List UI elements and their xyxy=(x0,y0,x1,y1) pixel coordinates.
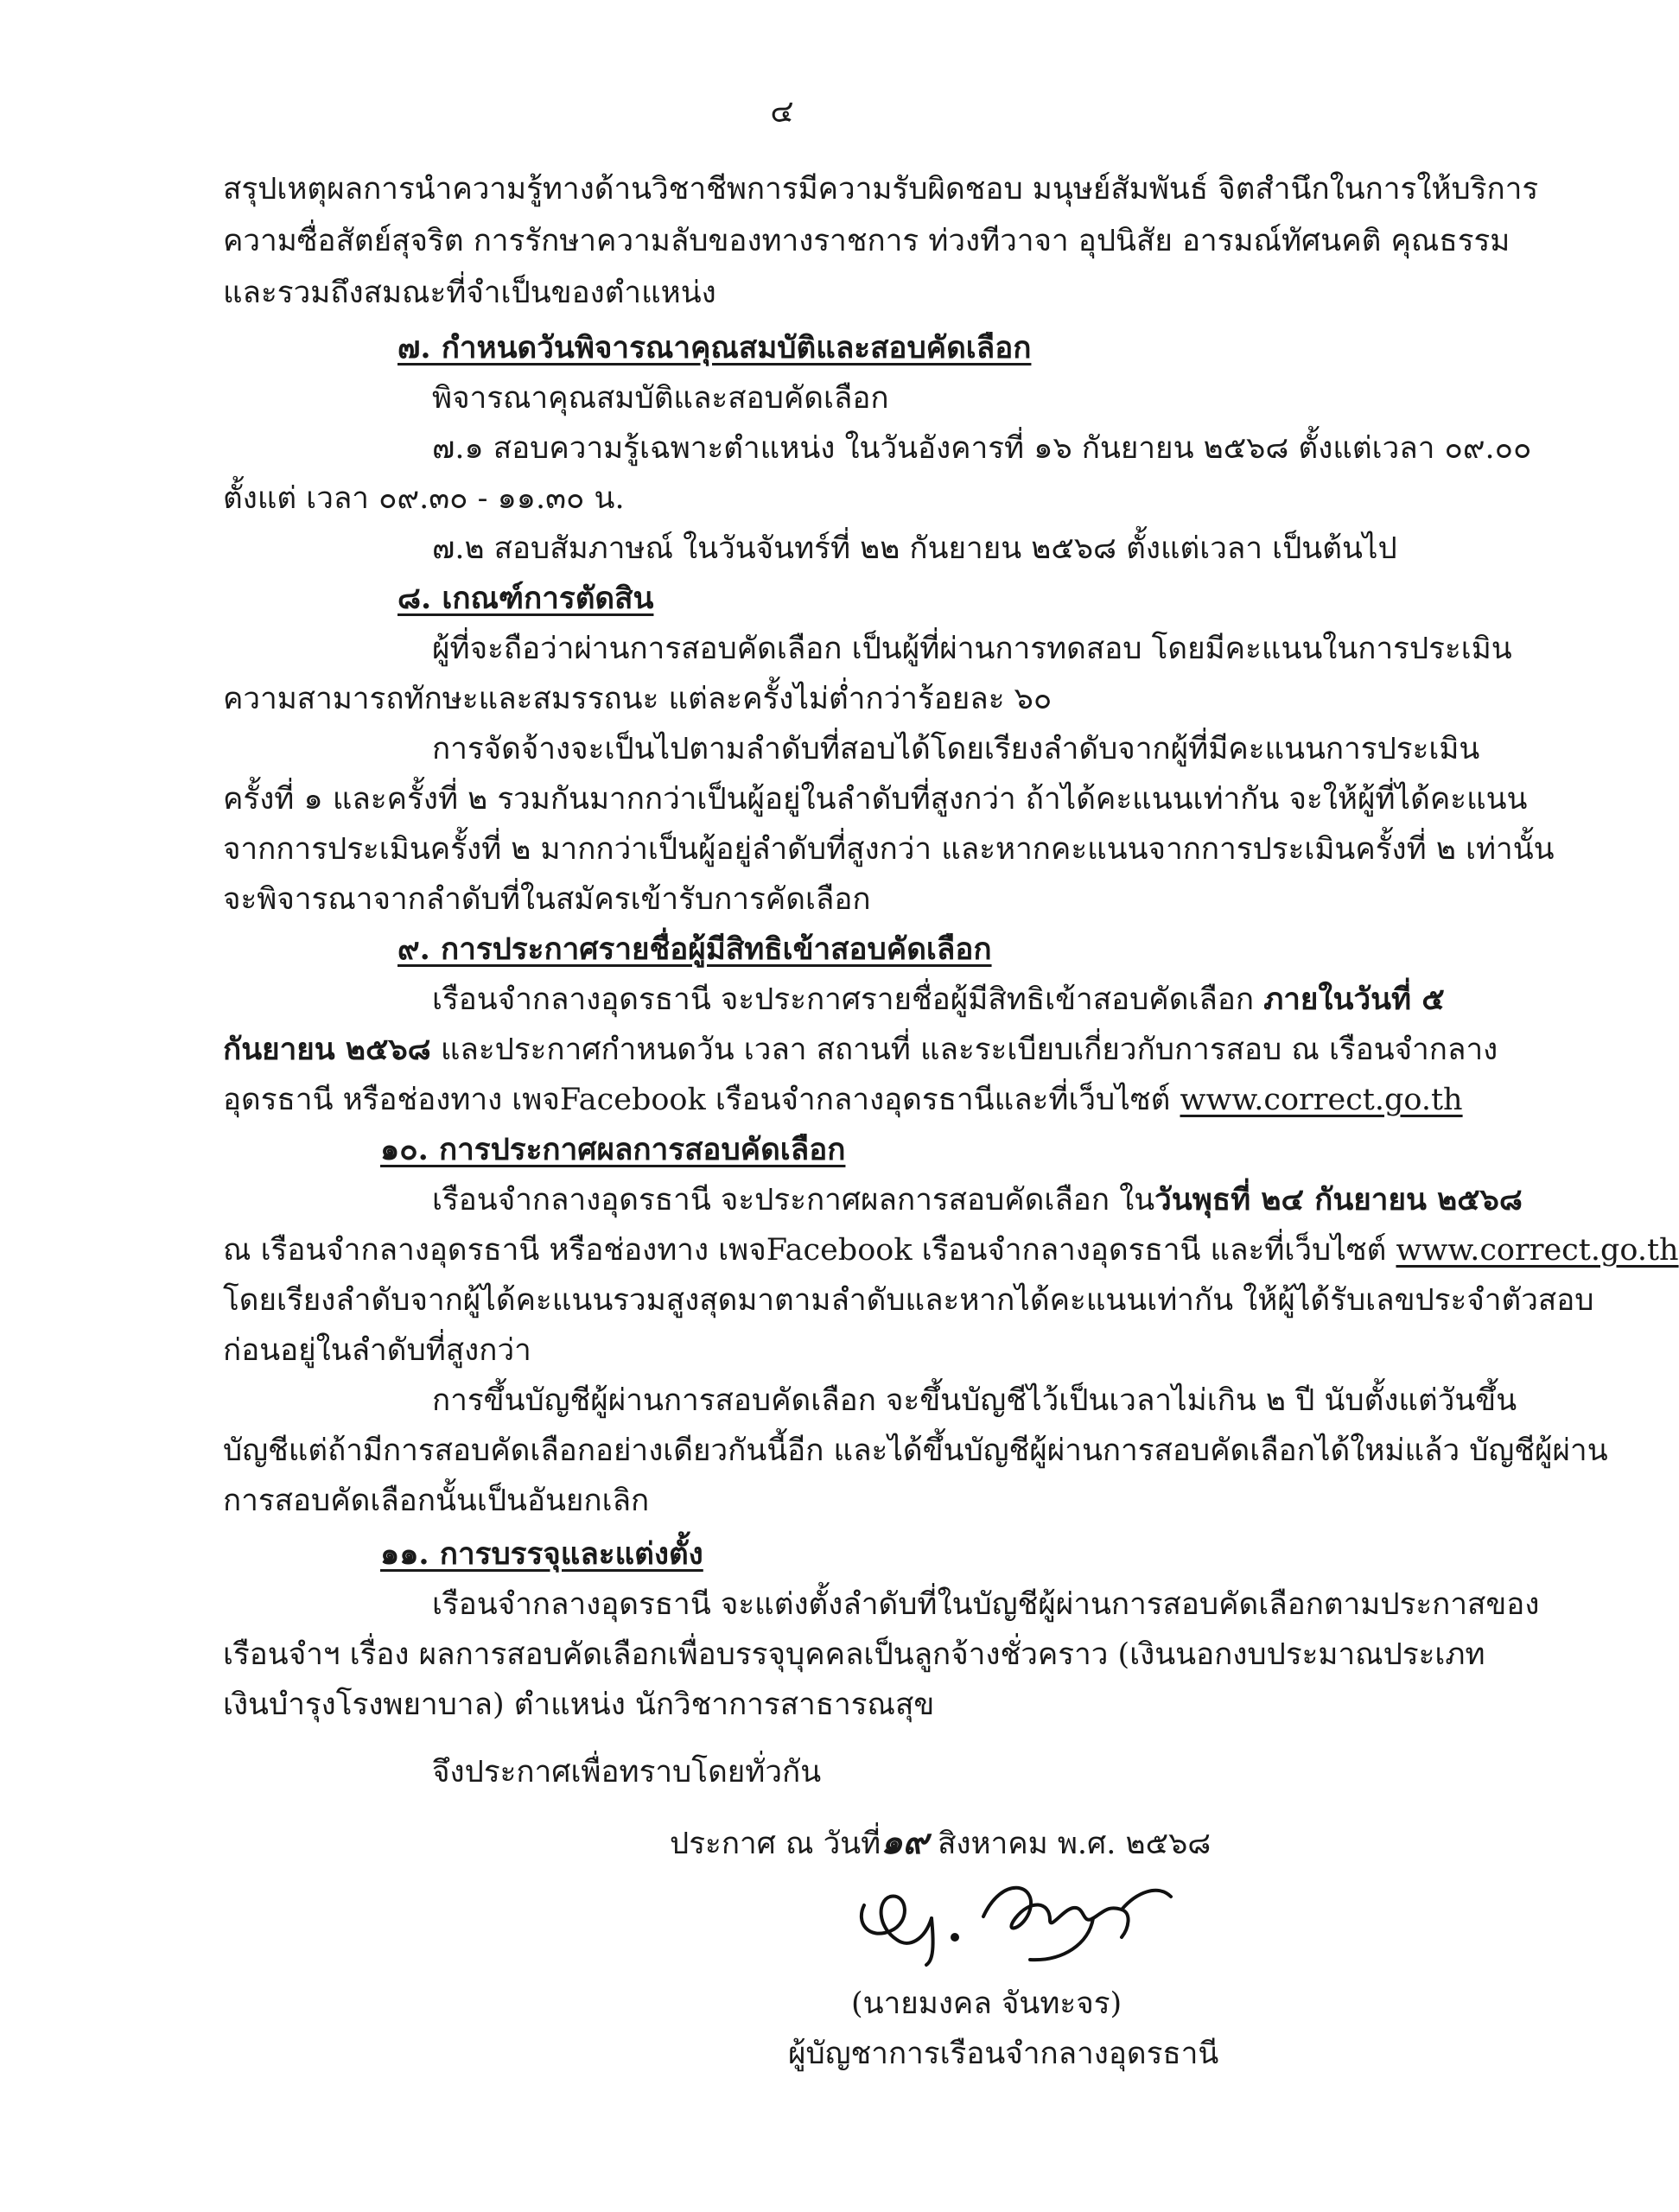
page-number: ๔ xyxy=(770,94,794,130)
section-9-deadline: ภายในวันที่ ๕ xyxy=(1263,982,1445,1017)
section-10-line-1 xyxy=(432,1182,1523,1218)
section-11-line-3: เงินบำรุงโรงพยาบาล) ตำแหน่ง นักวิชาการสาธารณสุข xyxy=(223,1688,935,1722)
section-10-line-1-text: เรือนจำกลางอุดรธานี จะประกาศผลการสอบคัดเลือก ใน xyxy=(432,1183,1155,1217)
section-7-heading: ๗. กำหนดวันพิจารณาคุณสมบัติและสอบคัดเลือก xyxy=(397,330,1032,365)
section-10-line-2 xyxy=(223,1232,1679,1268)
signatory-title: ผู้บัญชาการเรือนจำกลางอุดรธานี xyxy=(788,2037,1219,2071)
section-10-website-link[interactable]: www.correct.go.th xyxy=(1396,1233,1679,1268)
section-10-line-4: ก่อนอยู่ในลำดับที่สูงกว่า xyxy=(223,1333,531,1368)
section-9-website-link[interactable]: www.correct.go.th xyxy=(1180,1083,1463,1117)
section-11-line-1: เรือนจำกลางอุดรธานี จะแต่งตั้งลำดับที่ในบัญชีผู้ผ่านการสอบคัดเลือกตามประกาสของ xyxy=(432,1587,1540,1622)
section-11-heading: ๑๑. การบรรจุและแต่งตั้ง xyxy=(380,1536,703,1572)
section-9-deadline-month: กันยายน ๒๕๖๘ xyxy=(223,1032,431,1067)
section-9-line-2 xyxy=(223,1032,1498,1068)
section-8-p2-line-1: การจัดจ้างจะเป็นไปตามลำดับที่สอบได้โดยเรียงลำดับจากผู้ที่มีคะแนนการประเมิน xyxy=(432,732,1480,766)
section-7-line-3: ตั้งแต่ เวลา ๐๙.๓๐ - ๑๑.๓๐ น. xyxy=(223,481,625,516)
section-9-line-3-text: อุดรธานี หรือช่องทาง เพจFacebook เรือนจำกลางอุดรธานีและที่เว็บไซต์ xyxy=(223,1083,1180,1117)
signatory-name: (นายมงคล จันทะจร) xyxy=(851,1986,1123,2021)
section-7-line-1: พิจารณาคุณสมบัติและสอบคัดเลือก xyxy=(432,381,889,416)
section-8-heading: ๘. เกณฑ์การตัดสิน xyxy=(397,581,654,616)
section-9-line-2-text: และประกาศกำหนดวัน เวลา สถานที่ และระเบียบเกี่ยวกับการสอบ ณ เรือนจำกลาง xyxy=(430,1033,1498,1067)
section-9-line-3 xyxy=(223,1082,1463,1118)
closing-statement: จึงประกาศเพื่อทราบโดยทั่วกัน xyxy=(432,1755,822,1789)
date-prefix: ประกาศ ณ วันที่ xyxy=(670,1827,881,1861)
section-10-p2-line-1: การขึ้นบัญชีผู้ผ่านการสอบคัดเลือก จะขึ้นบัญชีไว้เป็นเวลาไม่เกิน ๒ ปี นับตั้งแต่วันขึ้น xyxy=(432,1383,1517,1418)
section-8-p2-line-4: จะพิจารณาจากลำดับที่ในสมัครเข้ารับการคัดเลือก xyxy=(223,882,871,917)
section-10-p2-line-2: บัญชีแต่ถ้ามีการสอบคัดเลือกอย่างเดียวกันนี้อีก และได้ขึ้นบัญชีผู้ผ่านการสอบคัดเลือกได้ใหม่แล้ว บัญชีผู้ผ่าน xyxy=(223,1433,1608,1468)
section-10-line-2-text: ณ เรือนจำกลางอุดรธานี หรือช่องทาง เพจFacebook เรือนจำกลางอุดรธานี และที่เว็บไซต์ xyxy=(223,1233,1396,1268)
section-7-line-2: ๗.๑ สอบความรู้เฉพาะตำแหน่ง ในวันอังคารที่ ๑๖ กันยายน ๒๕๖๘ ตั้งแต่เวลา ๐๙.๐๐ xyxy=(432,431,1532,466)
section-8-p2-line-3: จากการประเมินครั้งที่ ๒ มากกว่าเป็นผู้อยู่ลำดับที่สูงกว่า และหากคะแนนจากการประเมินครั้งที่ ๒ เท่านั้น xyxy=(223,832,1555,867)
section-9-heading: ๙. การประกาศรายชื่อผู้มีสิทธิเข้าสอบคัดเลือก xyxy=(397,931,992,967)
section-10-line-3: โดยเรียงลำดับจากผู้ได้คะแนนรวมสูงสุดมาตามลำดับและหากได้คะแนนเท่ากัน ให้ผู้ได้รับเลขประจำตัวสอบ xyxy=(223,1283,1594,1318)
section-11-line-2: เรือนจำฯ เรื่อง ผลการสอบคัดเลือกเพื่อบรรจุบุคคลเป็นลูกจ้างชั่วคราว (เงินนอกงบประมาณประเภท xyxy=(223,1637,1485,1672)
intro-line-3: และรวมถึงสมณะที่จำเป็นของตำแหน่ง xyxy=(223,276,716,310)
date-suffix: สิงหาคม พ.ศ. ๒๕๖๘ xyxy=(927,1827,1212,1861)
date-day: ๑๙ xyxy=(881,1821,928,1862)
section-8-p2-line-2: ครั้งที่ ๑ และครั้งที่ ๒ รวมกันมากกว่าเป็นผู้อยู่ในลำดับที่สูงกว่า ถ้าได้คะแนนเท่ากัน จะให้ผู้ที่ได้คะแนน xyxy=(223,782,1528,817)
section-10-heading: ๑๐. การประกาศผลการสอบคัดเลือก xyxy=(380,1132,846,1167)
section-8-p1-line-1: ผู้ที่จะถือว่าผ่านการสอบคัดเลือก เป็นผู้ที่ผ่านการทดสอบ โดยมีคะแนนในการประเมิน xyxy=(432,632,1512,666)
announcement-date xyxy=(670,1821,1211,1863)
intro-line-2: ความซื่อสัตย์สุจริต การรักษาความลับของทางราชการ ท่วงทีวาจา อุปนิสัย อารมณ์ทัศนคติ คุณธรรม xyxy=(223,224,1510,258)
section-9-line-1 xyxy=(432,982,1445,1018)
section-7-line-4: ๗.๒ สอบสัมภาษณ์ ในวันจันทร์ที่ ๒๒ กันยายน ๒๕๖๘ ตั้งแต่เวลา เป็นต้นไป xyxy=(432,531,1397,566)
section-9-line-1-text: เรือนจำกลางอุดรธานี จะประกาศรายชื่อผู้มีสิทธิเข้าสอบคัดเลือก xyxy=(432,982,1264,1017)
section-8-p1-line-2: ความสามารถทักษะและสมรรถนะ แต่ละครั้งไม่ต่ำกว่าร้อยละ ๖๐ xyxy=(223,682,1053,716)
signature-image xyxy=(830,1858,1192,1970)
section-10-p2-line-3: การสอบคัดเลือกนั้นเป็นอันยกเลิก xyxy=(223,1484,650,1518)
intro-line-1: สรุปเหตุผลการนำความรู้ทางด้านวิชาชีพการมีความรับผิดชอบ มนุษย์สัมพันธ์ จิตสำนึกในการให้บริการ xyxy=(223,172,1539,207)
section-10-result-date: วันพุธที่ ๒๔ กันยายน ๒๕๖๘ xyxy=(1154,1182,1523,1217)
